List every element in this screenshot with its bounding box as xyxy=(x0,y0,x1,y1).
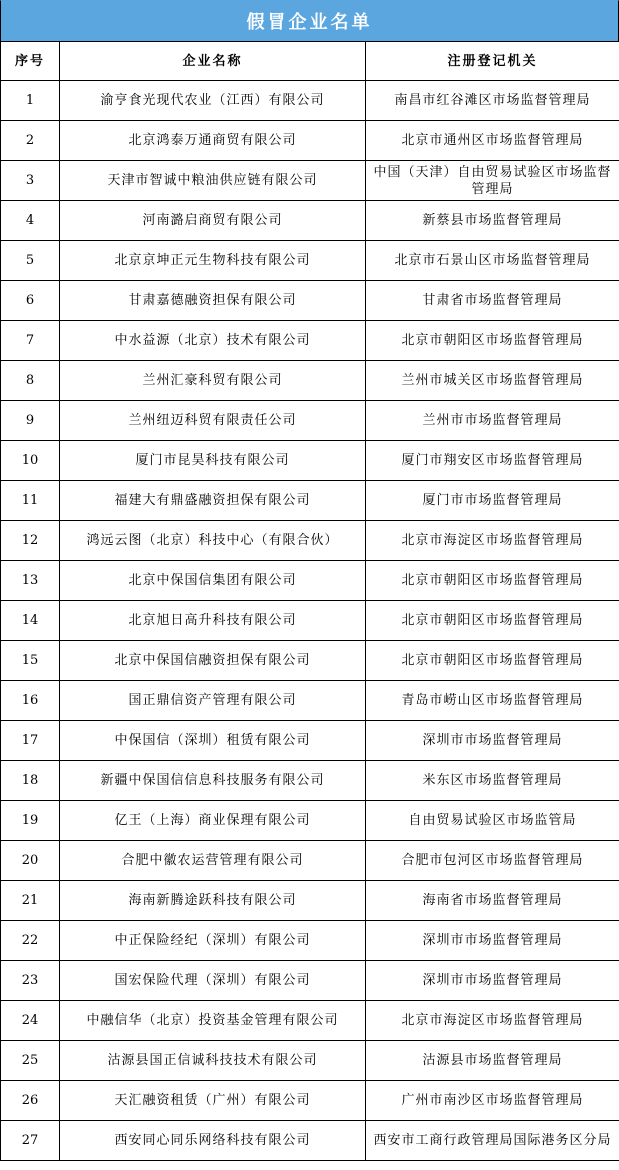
cell-index: 26 xyxy=(1,1081,60,1121)
cell-index: 5 xyxy=(1,241,60,281)
table-row xyxy=(1,961,619,1001)
cell-index: 13 xyxy=(1,561,60,601)
cell-name: 兰州汇豪科贸有限公司 xyxy=(60,361,366,401)
enterprise-table xyxy=(0,41,619,1161)
cell-index: 14 xyxy=(1,601,60,641)
page-title: 假冒企业名单 xyxy=(246,12,373,33)
table-row xyxy=(1,321,619,361)
cell-name: 北京鸿泰万通商贸有限公司 xyxy=(60,121,366,161)
cell-index: 3 xyxy=(1,161,60,201)
cell-authority: 南昌市红谷滩区市场监督管理局 xyxy=(366,81,619,121)
cell-name: 北京中保国信集团有限公司 xyxy=(60,561,366,601)
cell-authority: 深圳市市场监督管理局 xyxy=(366,921,619,961)
cell-index: 19 xyxy=(1,801,60,841)
cell-index: 25 xyxy=(1,1041,60,1081)
table-row xyxy=(1,361,619,401)
cell-authority: 北京市通州区市场监督管理局 xyxy=(366,121,619,161)
table-row xyxy=(1,801,619,841)
table-row xyxy=(1,1001,619,1041)
table-row xyxy=(1,441,619,481)
cell-index: 24 xyxy=(1,1001,60,1041)
cell-name: 中正保险经纪（深圳）有限公司 xyxy=(60,921,366,961)
table-row xyxy=(1,1081,619,1121)
table-row xyxy=(1,641,619,681)
cell-index: 10 xyxy=(1,441,60,481)
table-row xyxy=(1,921,619,961)
cell-index: 18 xyxy=(1,761,60,801)
table-row xyxy=(1,841,619,881)
table-row xyxy=(1,761,619,801)
cell-name: 甘肃嘉德融资担保有限公司 xyxy=(60,281,366,321)
table-body xyxy=(1,81,619,1161)
cell-name: 海南新腾途跃科技有限公司 xyxy=(60,881,366,921)
table-row xyxy=(1,401,619,441)
header-index: 序号 xyxy=(1,42,60,81)
cell-name: 亿王（上海）商业保理有限公司 xyxy=(60,801,366,841)
cell-index: 17 xyxy=(1,721,60,761)
table-row xyxy=(1,121,619,161)
table-row xyxy=(1,721,619,761)
cell-name: 福建大有鼎盛融资担保有限公司 xyxy=(60,481,366,521)
cell-index: 22 xyxy=(1,921,60,961)
cell-authority: 北京市石景山区市场监督管理局 xyxy=(366,241,619,281)
cell-authority: 北京市海淀区市场监督管理局 xyxy=(366,1001,619,1041)
cell-index: 12 xyxy=(1,521,60,561)
table-row xyxy=(1,881,619,921)
cell-authority: 厦门市翔安区市场监督管理局 xyxy=(366,441,619,481)
cell-index: 6 xyxy=(1,281,60,321)
cell-authority: 北京市海淀区市场监督管理局 xyxy=(366,521,619,561)
cell-authority: 北京市朝阳区市场监督管理局 xyxy=(366,321,619,361)
cell-authority: 自由贸易试验区市场监管局 xyxy=(366,801,619,841)
table-row xyxy=(1,561,619,601)
table-row xyxy=(1,1041,619,1081)
table-row xyxy=(1,681,619,721)
cell-name: 河南潞启商贸有限公司 xyxy=(60,201,366,241)
header-name: 企业名称 xyxy=(60,42,366,81)
cell-name: 天津市智诚中粮油供应链有限公司 xyxy=(60,161,366,201)
cell-authority: 深圳市市场监督管理局 xyxy=(366,721,619,761)
cell-name: 西安同心同乐网络科技有限公司 xyxy=(60,1121,366,1161)
cell-name: 合肥中徽农运营管理有限公司 xyxy=(60,841,366,881)
cell-name: 中水益源（北京）技术有限公司 xyxy=(60,321,366,361)
cell-index: 7 xyxy=(1,321,60,361)
cell-authority: 米东区市场监督管理局 xyxy=(366,761,619,801)
cell-index: 20 xyxy=(1,841,60,881)
cell-name: 鸿远云图（北京）科技中心（有限合伙） xyxy=(60,521,366,561)
cell-index: 11 xyxy=(1,481,60,521)
table-row xyxy=(1,241,619,281)
cell-authority: 中国（天津）自由贸易试验区市场监督管理局 xyxy=(366,161,619,201)
cell-name: 新疆中保国信信息科技服务有限公司 xyxy=(60,761,366,801)
cell-name: 中保国信（深圳）租赁有限公司 xyxy=(60,721,366,761)
cell-index: 16 xyxy=(1,681,60,721)
cell-index: 9 xyxy=(1,401,60,441)
cell-name: 兰州纽迈科贸有限责任公司 xyxy=(60,401,366,441)
cell-name: 北京旭日高升科技有限公司 xyxy=(60,601,366,641)
cell-authority: 兰州市市场监督管理局 xyxy=(366,401,619,441)
cell-index: 15 xyxy=(1,641,60,681)
cell-authority: 深圳市市场监督管理局 xyxy=(366,961,619,1001)
cell-name: 渝亨食光现代农业（江西）有限公司 xyxy=(60,81,366,121)
cell-authority: 甘肃省市场监督管理局 xyxy=(366,281,619,321)
cell-name: 北京京坤正元生物科技有限公司 xyxy=(60,241,366,281)
cell-index: 1 xyxy=(1,81,60,121)
cell-index: 8 xyxy=(1,361,60,401)
cell-authority: 广州市南沙区市场监督管理局 xyxy=(366,1081,619,1121)
cell-index: 21 xyxy=(1,881,60,921)
cell-authority: 海南省市场监督管理局 xyxy=(366,881,619,921)
table-row xyxy=(1,521,619,561)
cell-authority: 西安市工商行政管理局国际港务区分局 xyxy=(366,1121,619,1161)
table-row xyxy=(1,1121,619,1161)
table-row xyxy=(1,481,619,521)
cell-name: 国正鼎信资产管理有限公司 xyxy=(60,681,366,721)
cell-name: 天汇融资租赁（广州）有限公司 xyxy=(60,1081,366,1121)
cell-index: 2 xyxy=(1,121,60,161)
cell-name: 北京中保国信融资担保有限公司 xyxy=(60,641,366,681)
cell-authority: 北京市朝阳区市场监督管理局 xyxy=(366,641,619,681)
cell-authority: 新蔡县市场监督管理局 xyxy=(366,201,619,241)
title-bar xyxy=(0,0,619,41)
header-authority: 注册登记机关 xyxy=(366,42,619,81)
table-row xyxy=(1,601,619,641)
table-row xyxy=(1,201,619,241)
cell-authority: 北京市朝阳区市场监督管理局 xyxy=(366,561,619,601)
cell-authority: 沽源县市场监督管理局 xyxy=(366,1041,619,1081)
cell-authority: 青岛市崂山区市场监督管理局 xyxy=(366,681,619,721)
cell-name: 厦门市昆昊科技有限公司 xyxy=(60,441,366,481)
cell-name: 国宏保险代理（深圳）有限公司 xyxy=(60,961,366,1001)
cell-authority: 厦门市市场监督管理局 xyxy=(366,481,619,521)
cell-authority: 兰州市城关区市场监督管理局 xyxy=(366,361,619,401)
table-row xyxy=(1,281,619,321)
cell-name: 中融信华（北京）投资基金管理有限公司 xyxy=(60,1001,366,1041)
cell-name: 沽源县国正信诚科技技术有限公司 xyxy=(60,1041,366,1081)
table-row xyxy=(1,161,619,201)
cell-index: 27 xyxy=(1,1121,60,1161)
cell-index: 23 xyxy=(1,961,60,1001)
cell-authority: 北京市朝阳区市场监督管理局 xyxy=(366,601,619,641)
table-row xyxy=(1,81,619,121)
table-header-row xyxy=(1,42,619,81)
cell-authority: 合肥市包河区市场监督管理局 xyxy=(366,841,619,881)
cell-index: 4 xyxy=(1,201,60,241)
